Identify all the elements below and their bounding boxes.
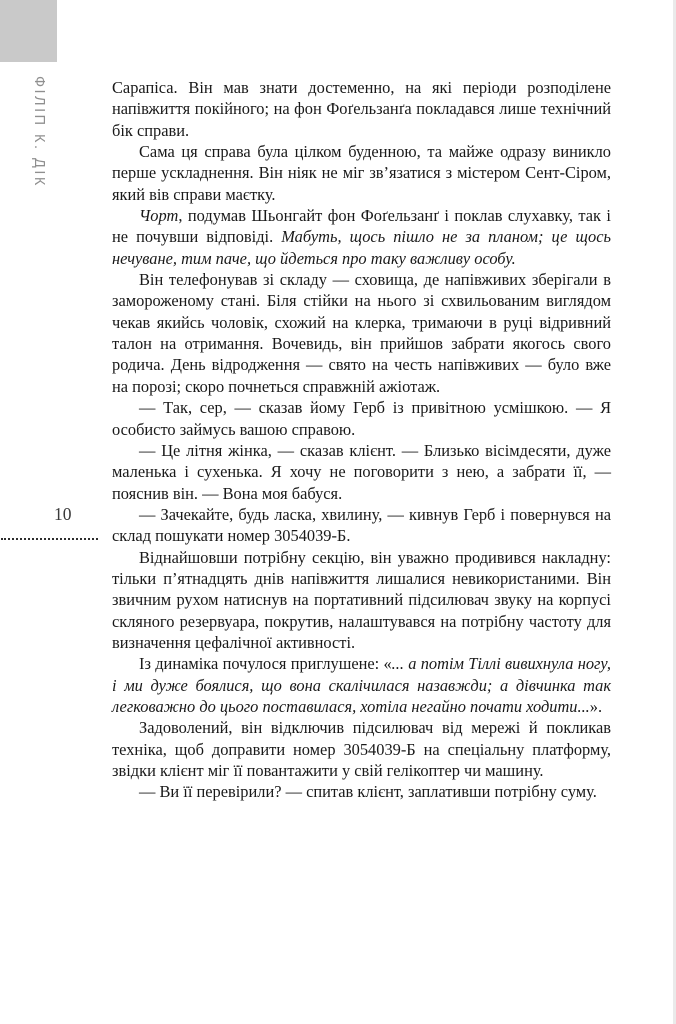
paragraph (112, 269, 611, 397)
paragraph (112, 141, 611, 205)
text-run: Із динаміка почулося приглушене: « (139, 654, 392, 674)
paragraph (112, 205, 611, 269)
paragraph (112, 653, 611, 717)
page-number: 10 (54, 504, 72, 524)
text-block (112, 77, 611, 803)
italic-text-run: ... а потім Тіллі вивихнула ногу, і ми дуже боялися, що вона скалічилася назавжди; а дівчинка так легковажно до цього поставилася, хотіла негайно почати ходити... (112, 654, 611, 716)
text-run: — Ви її перевірили? — спитав клієнт, заплативши потрібну суму. (139, 782, 597, 802)
paragraph (112, 397, 611, 440)
text-run: , подумав Шьонгайт фон Фоґельзанґ і поклав слухавку, так і не почувши відповіді. (112, 206, 611, 247)
dotted-divider (1, 538, 98, 540)
text-run: Сарапіса. Він мав знати достеменно, на які періоди розподілене напівжиття покійного; на фон Фоґельзанґа покладався лише технічний бік справи. (112, 78, 611, 140)
text-run: Сама ця справа була цілком буденною, та майже одразу виникло перше ускладнення. Він ніяк не міг зв’язатися з містером Сент-Сіром, який вів справи маєтку. (112, 142, 611, 204)
text-run: — Так, сер, — сказав йому Герб із привітною усмішкою. — Я особисто займусь вашою справою. (112, 398, 611, 439)
paragraph (112, 781, 611, 802)
paragraph (112, 77, 611, 141)
author-side-title: ФІЛІП К. ДІК (31, 76, 47, 188)
text-run: Задоволений, він відключив підсилювач від мережі й покликав техніка, щоб доправити номер 3054039-Б на спеціальну платформу, звідки клієнт міг її повантажити у свій гелікоптер чи машину. (112, 718, 611, 780)
paragraph (112, 717, 611, 781)
paragraph (112, 504, 611, 547)
text-run: ». (589, 696, 603, 716)
text-run: — Це літня жінка, — сказав клієнт. — Близько вісімдесяти, дуже маленька і сухенька. Я хочу не поговорити з нею, а забрати її, — пояснив він. — Вона моя бабуся. (112, 440, 611, 503)
corner-decoration (0, 0, 57, 62)
paragraph (112, 440, 611, 504)
text-run: — Зачекайте, будь ласка, хвилину, — кивнув Герб і повернувся на склад пошукати номер 3054039-Б. (112, 504, 611, 546)
italic-text-run: Мабуть, щось пішло не за планом; це щось нечуване, тим паче, що йдеться про таку важливу особу. (112, 227, 611, 268)
text-run: Він телефонував зі складу — сховища, де напівживих зберігали в замороженому стані. Біля стійки на нього зі схвильованим виглядом чекав якийсь чоловік, схожий на клерка, тримаючи в руці відривний талон на отримання. Вочевидь, він прийшов забрати якогось свого родича. День відродження — свято на честь напівживих — було вже на порозі; скоро почнеться справжній ажіотаж. (112, 270, 611, 396)
text-run: Віднайшовши потрібну секцію, він уважно продивився накладну: тільки п’ятнадцять днів напівжиття лишалися невикористаними. Він звичним рухом натиснув на портативний підсилювач звуку на корпусі скляного резервуара, покрутив, налаштувався на потрібну частоту для визначення цефалічної активності. (112, 547, 611, 652)
paragraph (112, 547, 611, 654)
italic-text-run: Чорт (139, 206, 179, 226)
